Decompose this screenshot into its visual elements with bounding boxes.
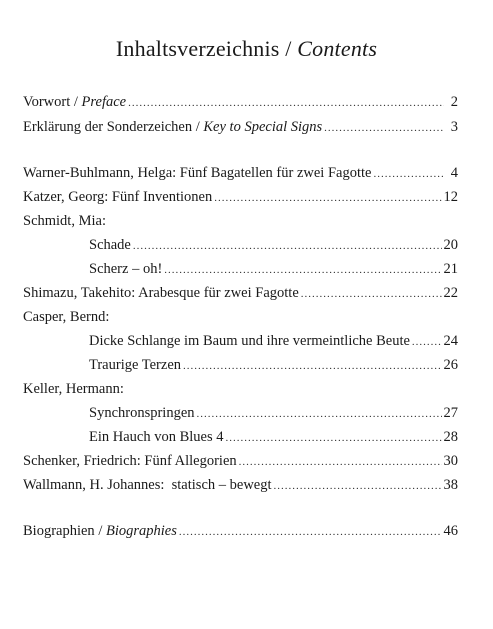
toc-page-number: 22 <box>443 285 458 301</box>
toc-composer-casper: Casper, Bernd: <box>23 309 110 325</box>
dot-leader <box>197 404 442 424</box>
toc-entry-label: Katzer, Georg: Fünf Inventionen <box>23 189 213 205</box>
title-german: Inhaltsverzeichnis <box>115 36 280 61</box>
toc-entry-label: Schade <box>89 237 131 253</box>
dot-leader <box>412 332 442 352</box>
dot-leader <box>324 118 444 138</box>
toc-page-number: 20 <box>443 237 458 253</box>
toc-entry-label: Biographien / Biographies <box>23 523 177 539</box>
toc-composer-keller: Keller, Hermann: <box>23 381 124 397</box>
toc-page-number: 12 <box>443 189 458 205</box>
toc-page-number: 46 <box>443 523 458 539</box>
toc-entry-traurige-terzen[interactable] <box>89 355 458 375</box>
toc-entry-label: Shimazu, Takehito: Arabesque für zwei Fagotte <box>23 285 299 301</box>
toc-entry-label: Ein Hauch von Blues 4 <box>89 429 224 445</box>
toc-entry-label: Erklärung der Sonderzeichen / Key to Special Signs <box>23 119 323 135</box>
toc-page-number: 27 <box>443 405 458 421</box>
toc-entry-label: Dicke Schlange im Baum und ihre vermeintliche Beute <box>89 333 410 349</box>
dot-leader <box>301 284 442 304</box>
toc-entry-key-to-special-signs[interactable] <box>23 117 458 137</box>
toc-page-number: 26 <box>443 357 458 373</box>
title-separator: / <box>279 36 298 61</box>
dot-leader <box>226 428 442 448</box>
toc-entry-label: Warner-Buhlmann, Helga: Fünf Bagatellen für zwei Fagotte <box>23 165 372 181</box>
toc-page-number: 2 <box>450 94 458 110</box>
toc-entry-schenker[interactable] <box>23 451 458 471</box>
toc-entry-dicke-schlange[interactable] <box>89 331 458 351</box>
toc-entry-scherz-oh[interactable] <box>89 259 458 279</box>
dot-leader <box>214 188 441 208</box>
dot-leader <box>164 260 441 280</box>
toc-entry-shimazu[interactable] <box>23 283 458 303</box>
toc-entry-label: Schenker, Friedrich: Fünf Allegorien <box>23 453 237 469</box>
toc-entry-wallmann[interactable] <box>23 475 458 495</box>
dot-leader <box>179 522 442 542</box>
dot-leader <box>274 476 442 496</box>
toc-entry-schade[interactable] <box>89 235 458 255</box>
toc-entry-katzer[interactable] <box>23 187 458 207</box>
dot-leader <box>128 93 444 113</box>
toc-page-number: 38 <box>443 477 458 493</box>
toc-entry-preface[interactable] <box>23 92 458 112</box>
toc-entry-label: Synchronspringen <box>89 405 195 421</box>
toc-entry-label: Scherz – oh! <box>89 261 163 277</box>
toc-entry-label: Vorwort / Preface <box>23 94 127 110</box>
dot-leader <box>133 236 442 256</box>
toc-entry-label: Wallmann, H. Johannes: statisch – bewegt <box>23 477 272 493</box>
toc-entry-biographies[interactable] <box>23 521 458 541</box>
toc-entry-synchronspringen[interactable] <box>89 403 458 423</box>
page-title <box>0 36 493 62</box>
toc-page-number: 4 <box>450 165 458 181</box>
toc-entry-warner-buhlmann[interactable] <box>23 163 458 183</box>
toc-page-number: 30 <box>443 453 458 469</box>
toc-entry-label: Traurige Terzen <box>89 357 181 373</box>
dot-leader <box>183 356 442 376</box>
toc-page-number: 24 <box>443 333 458 349</box>
toc-entry-hauch-von-blues[interactable] <box>89 427 458 447</box>
title-english: Contents <box>297 36 378 61</box>
toc-page-number: 3 <box>450 119 458 135</box>
toc-page-number: 28 <box>443 429 458 445</box>
dot-leader <box>239 452 442 472</box>
toc-page-number: 21 <box>443 261 458 277</box>
dot-leader <box>373 164 444 184</box>
toc-composer-schmidt: Schmidt, Mia: <box>23 213 106 229</box>
